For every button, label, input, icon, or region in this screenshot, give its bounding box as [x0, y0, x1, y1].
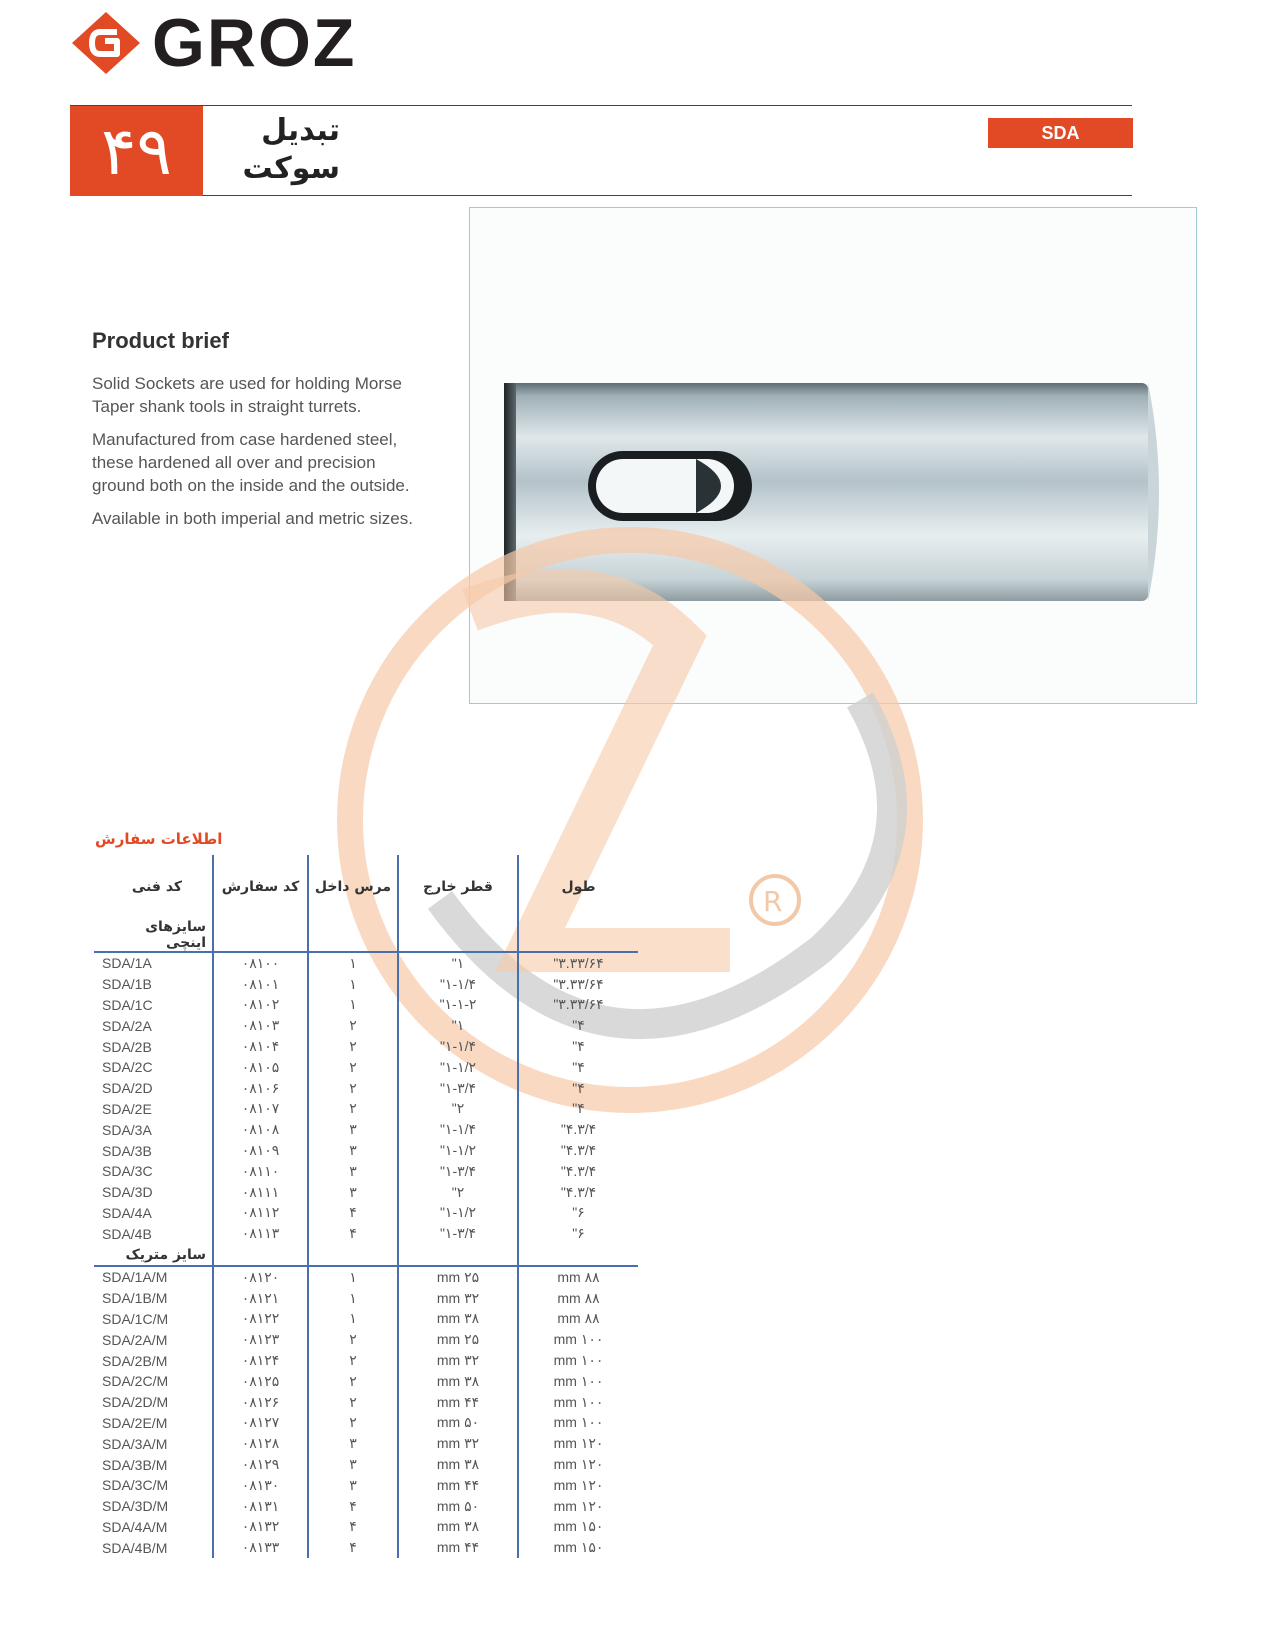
order-code-cell: ۰۸۱۳۲ [213, 1517, 308, 1538]
outer-diameter-cell: mm ۳۲ [398, 1350, 518, 1371]
svg-text:R: R [763, 885, 783, 918]
morse-cell: ۴ [308, 1517, 398, 1538]
table-row [94, 1036, 638, 1057]
outer-diameter-cell: mm ۳۲ [398, 1433, 518, 1454]
table-row [94, 974, 638, 995]
outer-diameter-cell: mm ۳۲ [398, 1288, 518, 1309]
tech-code-cell: SDA/1A [94, 952, 213, 974]
length-cell: "۶ [518, 1223, 638, 1244]
product-code-badge: SDA [988, 118, 1133, 148]
outer-diameter-cell: "۱-۱/۲ [398, 1203, 518, 1224]
header-morse: مرس داخل [308, 855, 398, 919]
length-cell: mm ۸۸ [518, 1266, 638, 1288]
table-row [94, 1203, 638, 1224]
outer-diameter-cell: "۱-۱/۴ [398, 974, 518, 995]
order-code-cell: ۰۸۱۲۳ [213, 1329, 308, 1350]
product-photo [469, 207, 1197, 704]
page-title [230, 112, 340, 188]
order-code-cell: ۰۸۱۲۸ [213, 1433, 308, 1454]
length-cell: mm ۱۵۰ [518, 1517, 638, 1538]
outer-diameter-cell: mm ۴۴ [398, 1475, 518, 1496]
outer-diameter-cell: mm ۳۸ [398, 1309, 518, 1330]
order-code-cell: ۰۸۱۰۸ [213, 1119, 308, 1140]
tech-code-cell: SDA/2E/M [102, 1414, 168, 1431]
morse-cell: ۲ [308, 1015, 398, 1036]
order-code-cell: ۰۸۱۲۶ [213, 1392, 308, 1413]
order-code-cell: ۰۸۱۰۴ [213, 1036, 308, 1057]
morse-cell: ۲ [308, 1392, 398, 1413]
length-cell: "۳.۳۳/۶۴ [518, 974, 638, 995]
length-cell: "۴.۳/۴ [518, 1119, 638, 1140]
tech-code-cell: SDA/3D [102, 1184, 153, 1201]
table-row [94, 1454, 638, 1475]
tech-code-cell: SDA/2E [102, 1100, 152, 1117]
morse-cell: ۲ [308, 1350, 398, 1371]
length-cell: mm ۸۸ [518, 1288, 638, 1309]
morse-cell: ۲ [308, 1371, 398, 1392]
order-code-cell: ۰۸۱۰۷ [213, 1099, 308, 1120]
order-code-cell: ۰۸۱۰۳ [213, 1015, 308, 1036]
outer-diameter-cell: "۱-۱/۲ [398, 1057, 518, 1078]
header-order-code: کد سفارش [213, 855, 308, 919]
section-label: سایزهای اینچی [145, 919, 206, 951]
tech-code-cell: SDA/2B [102, 1038, 152, 1055]
order-code-cell: ۰۸۱۲۷ [213, 1413, 308, 1434]
header-tech-code: کد فنی [131, 878, 183, 895]
tech-code-cell: SDA/2A [102, 1017, 152, 1034]
outer-diameter-cell: "۲ [398, 1099, 518, 1120]
length-cell: mm ۱۰۰ [518, 1350, 638, 1371]
order-code-cell: ۰۸۱۳۱ [213, 1496, 308, 1517]
header-length: طول [518, 855, 638, 919]
outer-diameter-cell: "۱ [398, 1015, 518, 1036]
morse-cell: ۲ [308, 1099, 398, 1120]
section-cell [518, 1244, 638, 1266]
order-code-cell: ۰۸۱۰۱ [213, 974, 308, 995]
length-cell: "۴ [518, 1078, 638, 1099]
morse-cell: ۳ [308, 1161, 398, 1182]
morse-cell: ۱ [308, 974, 398, 995]
brand-name: GROZ [152, 5, 357, 81]
table-row [94, 1517, 638, 1538]
table-row [94, 1496, 638, 1517]
length-cell: mm ۱۵۰ [518, 1537, 638, 1558]
table-row [94, 1182, 638, 1203]
header-outer-diameter: قطر خارج [398, 855, 518, 919]
tech-code-cell: SDA/3B [102, 1142, 152, 1159]
title-line-1: تبدیل [261, 113, 340, 148]
tech-code-cell: SDA/4A [102, 1204, 152, 1221]
length-cell: "۶ [518, 1203, 638, 1224]
morse-cell: ۴ [308, 1537, 398, 1558]
header-rule-bottom [70, 195, 1132, 196]
order-table-header [94, 855, 638, 919]
outer-diameter-cell: mm ۵۰ [398, 1413, 518, 1434]
table-row [94, 1329, 638, 1350]
order-table-body [94, 919, 638, 1558]
length-cell: mm ۱۲۰ [518, 1454, 638, 1475]
outer-diameter-cell: "۱-۳/۴ [398, 1078, 518, 1099]
morse-cell: ۱ [308, 952, 398, 974]
section-label: سایز متریک [125, 1246, 206, 1263]
morse-cell: ۳ [308, 1454, 398, 1475]
tech-code-cell: SDA/1B [102, 976, 152, 993]
table-row [94, 1161, 638, 1182]
length-cell: mm ۱۰۰ [518, 1371, 638, 1392]
length-cell: mm ۱۲۰ [518, 1475, 638, 1496]
table-row [94, 1057, 638, 1078]
table-row [94, 1015, 638, 1036]
length-cell: "۴ [518, 1036, 638, 1057]
brief-heading: Product brief [92, 328, 229, 353]
morse-cell: ۲ [308, 1036, 398, 1057]
morse-cell: ۳ [308, 1140, 398, 1161]
order-code-cell: ۰۸۱۳۳ [213, 1537, 308, 1558]
order-code-cell: ۰۸۱۲۴ [213, 1350, 308, 1371]
morse-cell: ۱ [308, 1266, 398, 1288]
morse-cell: ۴ [308, 1496, 398, 1517]
tech-code-cell: SDA/4B [102, 1225, 152, 1242]
tech-code-cell: SDA/4B/M [102, 1539, 168, 1556]
tech-code-cell: SDA/2C/M [102, 1373, 169, 1390]
tech-code-cell: SDA/3D/M [102, 1498, 169, 1515]
morse-cell: ۲ [308, 1329, 398, 1350]
order-code-cell: ۰۸۱۲۵ [213, 1371, 308, 1392]
section-cell [308, 1244, 398, 1266]
tech-code-cell: SDA/1A/M [94, 1266, 213, 1288]
section-cell [308, 919, 398, 952]
section-row [94, 919, 638, 952]
socket-image [470, 208, 1197, 704]
table-row [94, 1078, 638, 1099]
length-cell: "۴ [518, 1099, 638, 1120]
tech-code-cell: SDA/3A [102, 1121, 152, 1138]
table-row [94, 1288, 638, 1309]
section-cell [398, 919, 518, 952]
morse-cell: ۴ [308, 1203, 398, 1224]
tech-code-cell: SDA/2D [102, 1080, 153, 1097]
section-cell [518, 919, 638, 952]
tech-code-cell: SDA/3C/M [102, 1477, 169, 1494]
tech-code-cell: SDA/3C [102, 1163, 153, 1180]
table-row [94, 1119, 638, 1140]
morse-cell: ۱ [308, 1309, 398, 1330]
tech-code-cell: SDA/1C [102, 996, 153, 1013]
outer-diameter-cell: mm ۲۵ [398, 1329, 518, 1350]
order-code-cell: ۰۸۱۲۲ [213, 1309, 308, 1330]
length-cell: mm ۱۰۰ [518, 1329, 638, 1350]
length-cell: mm ۱۰۰ [518, 1413, 638, 1434]
morse-cell: ۱ [308, 995, 398, 1016]
table-row [94, 995, 638, 1016]
brief-paragraph: Solid Sockets are used for holding Morse Taper shank tools in straight turrets. [92, 374, 402, 416]
groz-logo-icon [70, 10, 142, 76]
outer-diameter-cell: mm ۵۰ [398, 1496, 518, 1517]
section-row [94, 1244, 638, 1266]
table-row [94, 1433, 638, 1454]
tech-code-cell: SDA/3B/M [102, 1456, 168, 1473]
order-code-cell: ۰۸۱۰۰ [213, 952, 308, 974]
tech-code-cell: SDA/2B/M [102, 1352, 168, 1369]
brief-paragraph: Manufactured from case hardened steel, these hardened all over and precision ground both on the inside and the outside. [92, 430, 410, 495]
header-rule-top [70, 105, 1132, 106]
section-cell [213, 919, 308, 952]
order-code-cell: ۰۸۱۱۱ [213, 1182, 308, 1203]
outer-diameter-cell: "۱-۱-۲ [398, 995, 518, 1016]
morse-cell: ۴ [308, 1223, 398, 1244]
table-row [94, 952, 638, 974]
page-number: ۴۹ [70, 106, 203, 196]
length-cell: "۴ [518, 1015, 638, 1036]
length-cell: mm ۱۲۰ [518, 1433, 638, 1454]
length-cell: "۴ [518, 1057, 638, 1078]
groz-logo [70, 5, 370, 81]
section-cell [213, 1244, 308, 1266]
product-brief [92, 328, 422, 540]
tech-code-cell: SDA/4A/M [102, 1518, 168, 1535]
outer-diameter-cell: "۱-۳/۴ [398, 1223, 518, 1244]
table-row [94, 1537, 638, 1558]
order-code-cell: ۰۸۱۰۹ [213, 1140, 308, 1161]
order-code-cell: ۰۸۱۰۲ [213, 995, 308, 1016]
length-cell: "۳.۳۳/۶۴ [518, 952, 638, 974]
section-cell [398, 1244, 518, 1266]
outer-diameter-cell: "۱-۱/۴ [398, 1119, 518, 1140]
order-code-cell: ۰۸۱۲۱ [213, 1288, 308, 1309]
table-row [94, 1223, 638, 1244]
length-cell: mm ۱۲۰ [518, 1496, 638, 1517]
morse-cell: ۳ [308, 1182, 398, 1203]
morse-cell: ۲ [308, 1078, 398, 1099]
outer-diameter-cell: "۱-۱/۴ [398, 1036, 518, 1057]
table-row [94, 1413, 638, 1434]
title-line-2: سوکت [242, 151, 340, 186]
length-cell: "۴.۳/۴ [518, 1140, 638, 1161]
table-row [94, 1475, 638, 1496]
morse-cell: ۲ [308, 1057, 398, 1078]
outer-diameter-cell: "۱ [398, 952, 518, 974]
morse-cell: ۱ [308, 1288, 398, 1309]
length-cell: "۴.۳/۴ [518, 1161, 638, 1182]
length-cell: mm ۱۰۰ [518, 1392, 638, 1413]
outer-diameter-cell: mm ۳۸ [398, 1517, 518, 1538]
morse-cell: ۳ [308, 1475, 398, 1496]
tech-code-cell: SDA/1C/M [102, 1310, 169, 1327]
table-row [94, 1371, 638, 1392]
tech-code-cell: SDA/1B/M [102, 1290, 168, 1307]
table-row [94, 1099, 638, 1120]
order-info-title: اطلاعات سفارش [95, 830, 223, 848]
outer-diameter-cell: mm ۴۴ [398, 1537, 518, 1558]
table-row [94, 1140, 638, 1161]
tech-code-cell: SDA/2D/M [102, 1394, 169, 1411]
outer-diameter-cell: mm ۳۸ [398, 1371, 518, 1392]
length-cell: mm ۸۸ [518, 1309, 638, 1330]
length-cell: "۴.۳/۴ [518, 1182, 638, 1203]
table-row [94, 1266, 638, 1288]
outer-diameter-cell: mm ۳۸ [398, 1454, 518, 1475]
order-code-cell: ۰۸۱۱۰ [213, 1161, 308, 1182]
table-row [94, 1350, 638, 1371]
outer-diameter-cell: "۲ [398, 1182, 518, 1203]
morse-cell: ۲ [308, 1413, 398, 1434]
order-table [94, 855, 638, 1558]
morse-cell: ۳ [308, 1433, 398, 1454]
order-code-cell: ۰۸۱۱۳ [213, 1223, 308, 1244]
order-code-cell: ۰۸۱۲۹ [213, 1454, 308, 1475]
outer-diameter-cell: "۱-۳/۴ [398, 1161, 518, 1182]
table-row [94, 1309, 638, 1330]
order-code-cell: ۰۸۱۳۰ [213, 1475, 308, 1496]
tech-code-cell: SDA/2C [102, 1059, 153, 1076]
tech-code-cell: SDA/3A/M [102, 1435, 168, 1452]
order-code-cell: ۰۸۱۱۲ [213, 1203, 308, 1224]
morse-cell: ۳ [308, 1119, 398, 1140]
brief-paragraph: Available in both imperial and metric sizes. [92, 509, 413, 528]
table-row [94, 1392, 638, 1413]
tech-code-cell: SDA/2A/M [102, 1331, 168, 1348]
length-cell: "۳.۳۳/۶۴ [518, 995, 638, 1016]
outer-diameter-cell: mm ۴۴ [398, 1392, 518, 1413]
order-code-cell: ۰۸۱۲۰ [213, 1266, 308, 1288]
outer-diameter-cell: "۱-۱/۲ [398, 1140, 518, 1161]
order-code-cell: ۰۸۱۰۵ [213, 1057, 308, 1078]
order-code-cell: ۰۸۱۰۶ [213, 1078, 308, 1099]
outer-diameter-cell: mm ۲۵ [398, 1266, 518, 1288]
